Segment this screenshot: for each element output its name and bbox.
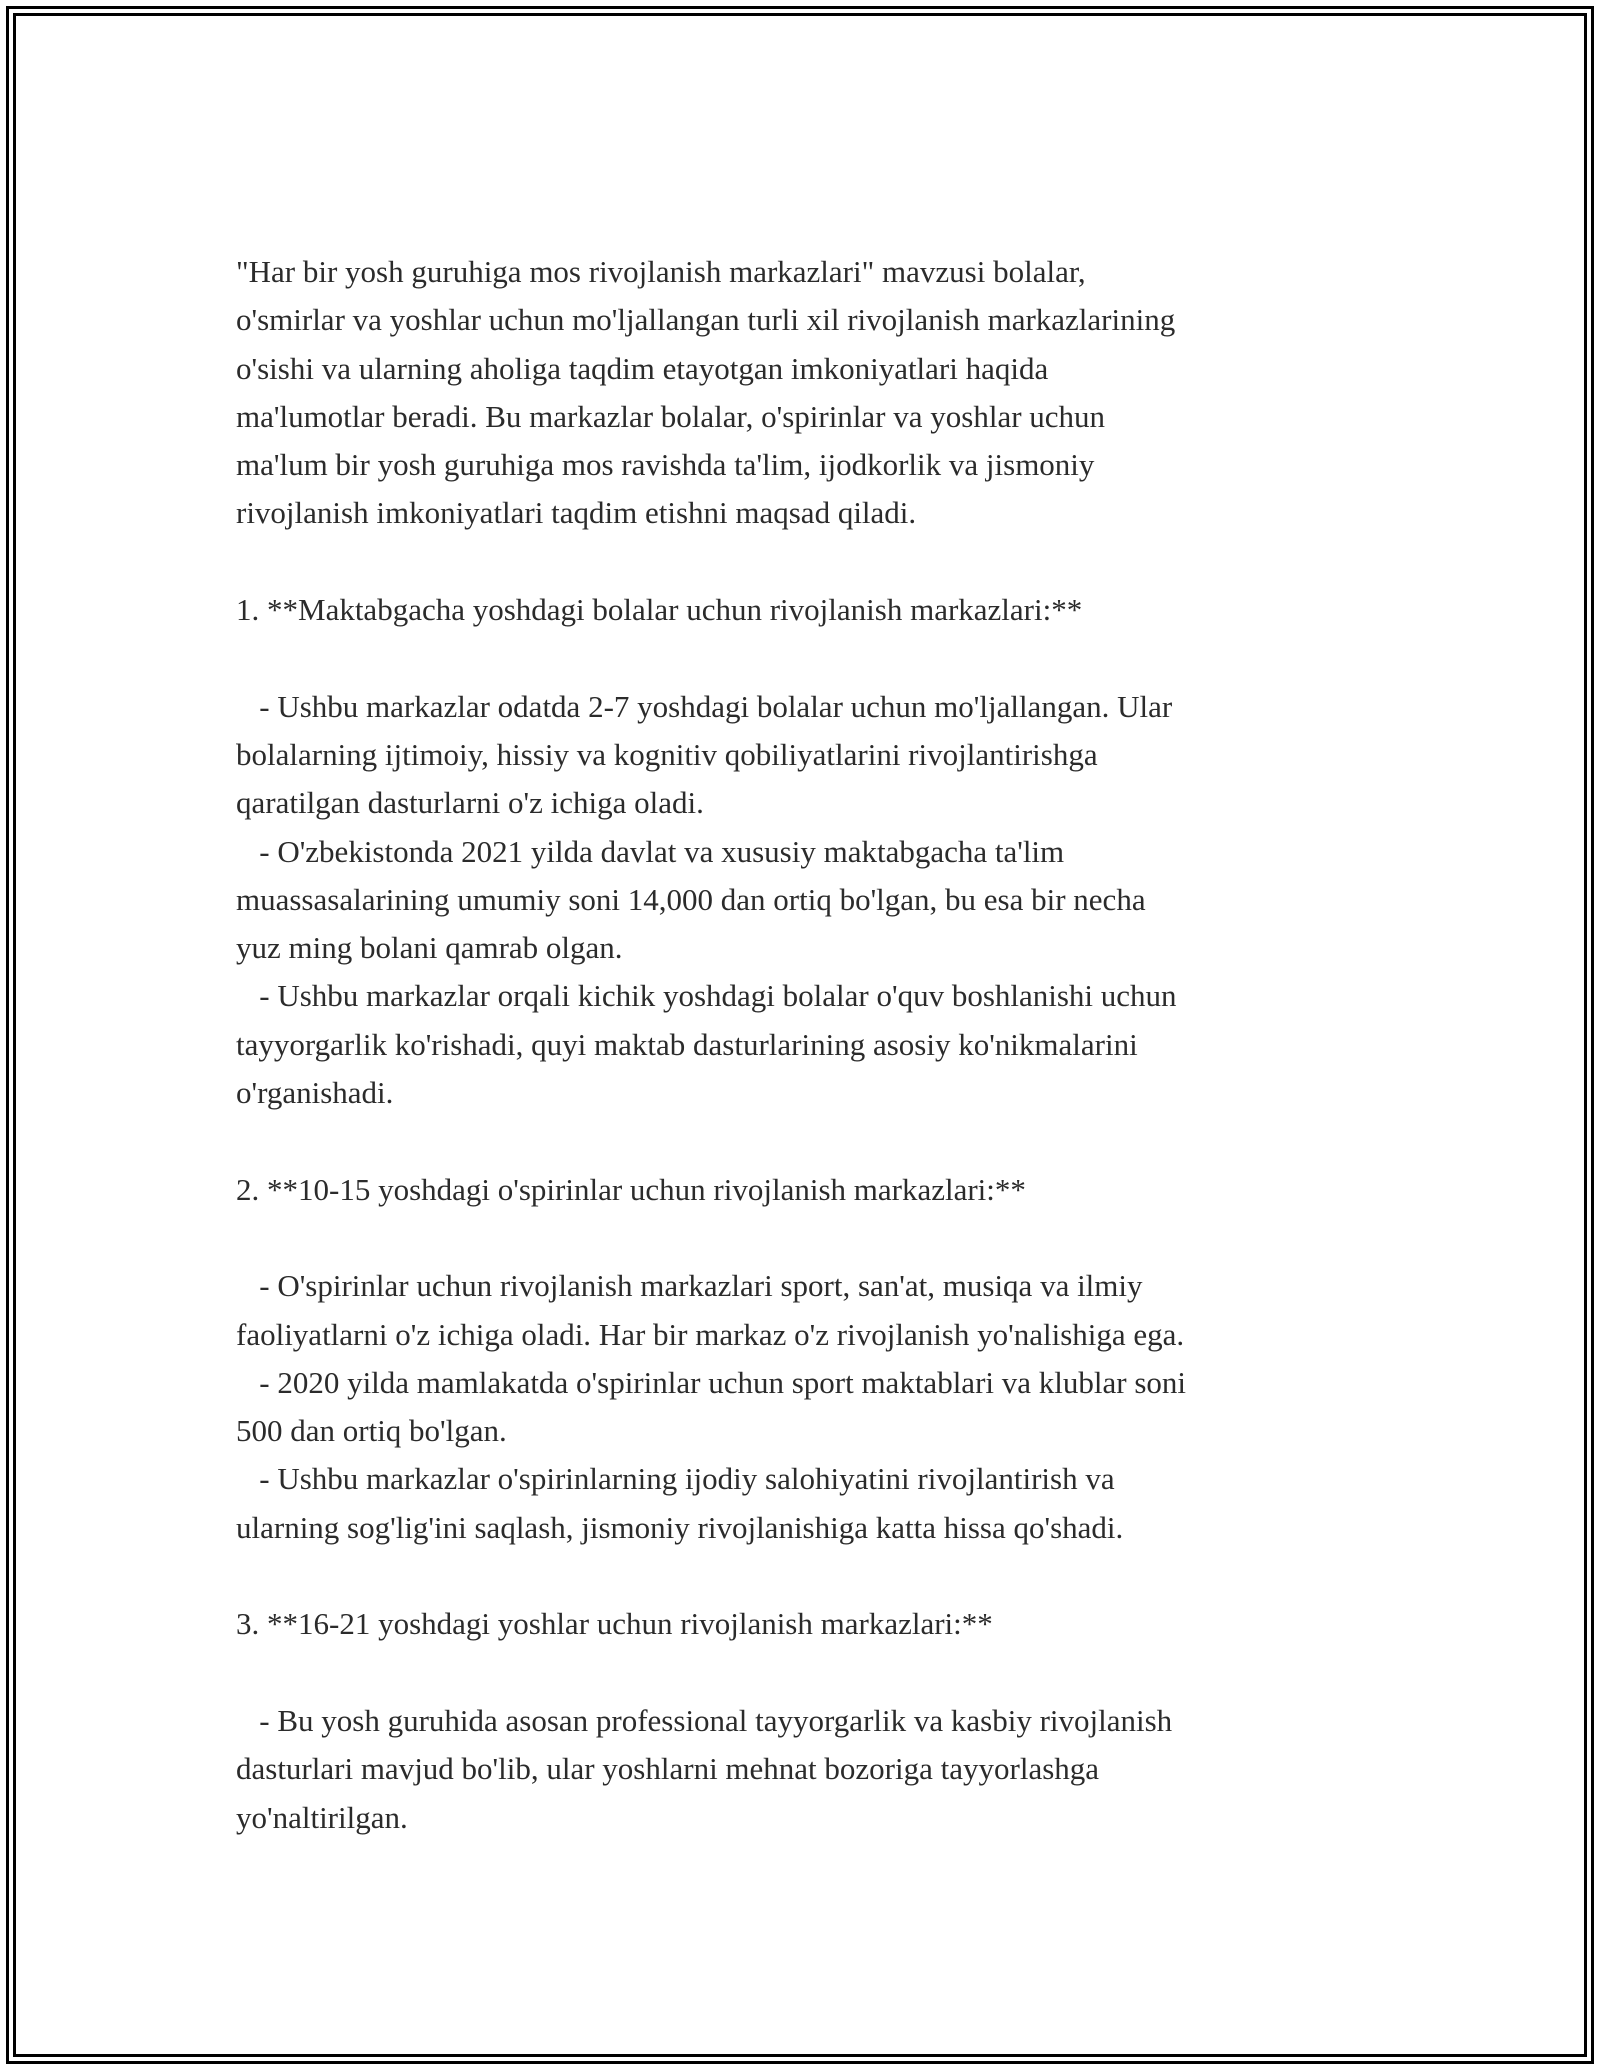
bullet-item: - O'spirinlar uchun rivojlanish markazlari sport, san'at, musiqa va ilmiy faoliyatlarni o'z ichiga oladi. Har bir markaz o'z rivojlanish yo'nalishiga ega. [236,1268,1185,1352]
bullet-item: - Ushbu markazlar o'spirinlarning ijodiy salohiyatini rivojlantirish va ularning sog'lig'ini saqlash, jismoniy rivojlanishiga katta hissa qo'shadi. [236,1461,1124,1545]
paragraph-gap [236,1552,1366,1600]
section-heading: 3. **16-21 yoshdagi yoshlar uchun rivojlanish markazlari:** [236,1606,993,1642]
bullet-item: - 2020 yilda mamlakatda o'spirinlar uchun sport maktablari va klublar soni 500 dan ortiq bo'lgan. [236,1364,1186,1449]
paragraph-gap [236,1214,1366,1262]
bullet-item: - Ushbu markazlar odatda 2-7 yoshdagi bolalar uchun mo'ljallangan. Ular bolalarning ijtimoiy, hissiy va kognitiv qobiliyatlarini rivojlantirishga qaratilgan dasturlarni o'z ichiga oladi. [236,688,1173,821]
bullet-item: - O'zbekistonda 2021 yilda davlat va xususiy maktabgacha ta'lim muassasalarining umumiy soni 14,000 dan ortiq bo'lgan, bu esa bir necha yuz ming bolani qamrab olgan. [236,833,1146,966]
section-heading: 2. **10-15 yoshdagi o'spirinlar uchun rivojlanish markazlari:** [236,1171,1026,1207]
bullet-item: - Ushbu markazlar orqali kichik yoshdagi bolalar o'quv boshlanishi uchun tayyorgarlik ko'rishadi, quyi maktab dasturlarining asosiy ko'nikmalarini o'rganishadi. [236,978,1177,1111]
section-heading: 1. **Maktabgacha yoshdagi bolalar uchun rivojlanish markazlari:** [236,592,1083,628]
document-body [236,248,1366,1842]
bullet-item: - Bu yosh guruhida asosan professional tayyorgarlik va kasbiy rivojlanish dasturlari mavjud bo'lib, ular yoshlarni mehnat bozoriga tayyorlashga yo'naltirilgan. [236,1702,1173,1835]
paragraph-gap [236,1117,1366,1165]
paragraph-gap [236,634,1366,682]
paragraph-gap [236,1649,1366,1697]
paragraph-gap [236,538,1366,586]
intro-paragraph: "Har bir yosh guruhiga mos rivojlanish markazlari" mavzusi bolalar, o'smirlar va yoshlar uchun mo'ljallangan turli xil rivojlanish markazlarining o'sishi va ularning aholiga taqdim etayotgan imkoniyatlari haqida ma'lumotlar beradi. Bu markazlar bolalar, o'spirinlar va yoshlar uchun ma'lum bir yosh guruhiga mos ravishda ta'lim, ijodkorlik va jismoniy rivojlanish imkoniyatlari taqdim etishni maqsad qiladi. [236,254,1176,531]
